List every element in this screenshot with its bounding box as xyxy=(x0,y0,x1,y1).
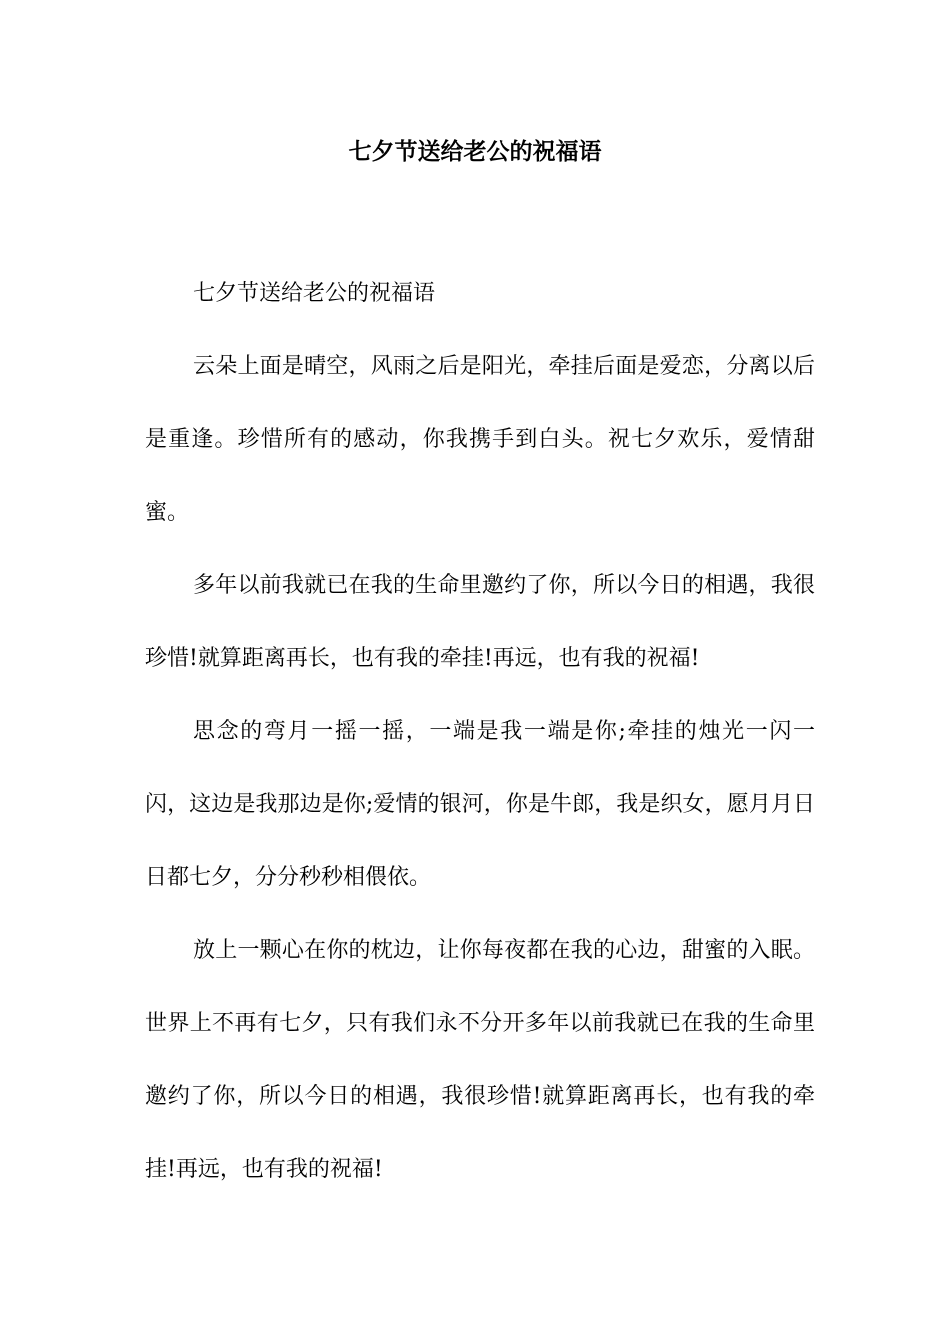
paragraph-4: 放上一颗心在你的枕边，让你每夜都在我的心边，甜蜜的入眠。世界上不再有七夕，只有我们永不分开多年以前我就已在我的生命里邀约了你，所以今日的相遇，我很珍惜!就算距离再长，也有我的牵挂!再远，也有我的祝福! xyxy=(145,938,815,1182)
paragraph-2: 多年以前我就已在我的生命里邀约了你，所以今日的相遇，我很珍惜!就算距离再长，也有我的牵挂!再远，也有我的祝福! xyxy=(145,573,815,671)
paragraph-1: 云朵上面是晴空，风雨之后是阳光，牵挂后面是爱恋，分离以后是重逢。珍惜所有的感动，你我携手到白头。祝七夕欢乐，爱情甜蜜。 xyxy=(145,354,815,525)
document-body xyxy=(145,257,815,1206)
paragraph-subtitle: 七夕节送给老公的祝福语 xyxy=(193,281,436,306)
paragraph-3: 思念的弯月一摇一摇，一端是我一端是你;牵挂的烛光一闪一闪，这边是我那边是你;爱情的银河，你是牛郎，我是织女，愿月月日日都七夕，分分秒秒相偎依。 xyxy=(145,719,815,890)
page-title: 七夕节送给老公的祝福语 xyxy=(348,138,602,165)
